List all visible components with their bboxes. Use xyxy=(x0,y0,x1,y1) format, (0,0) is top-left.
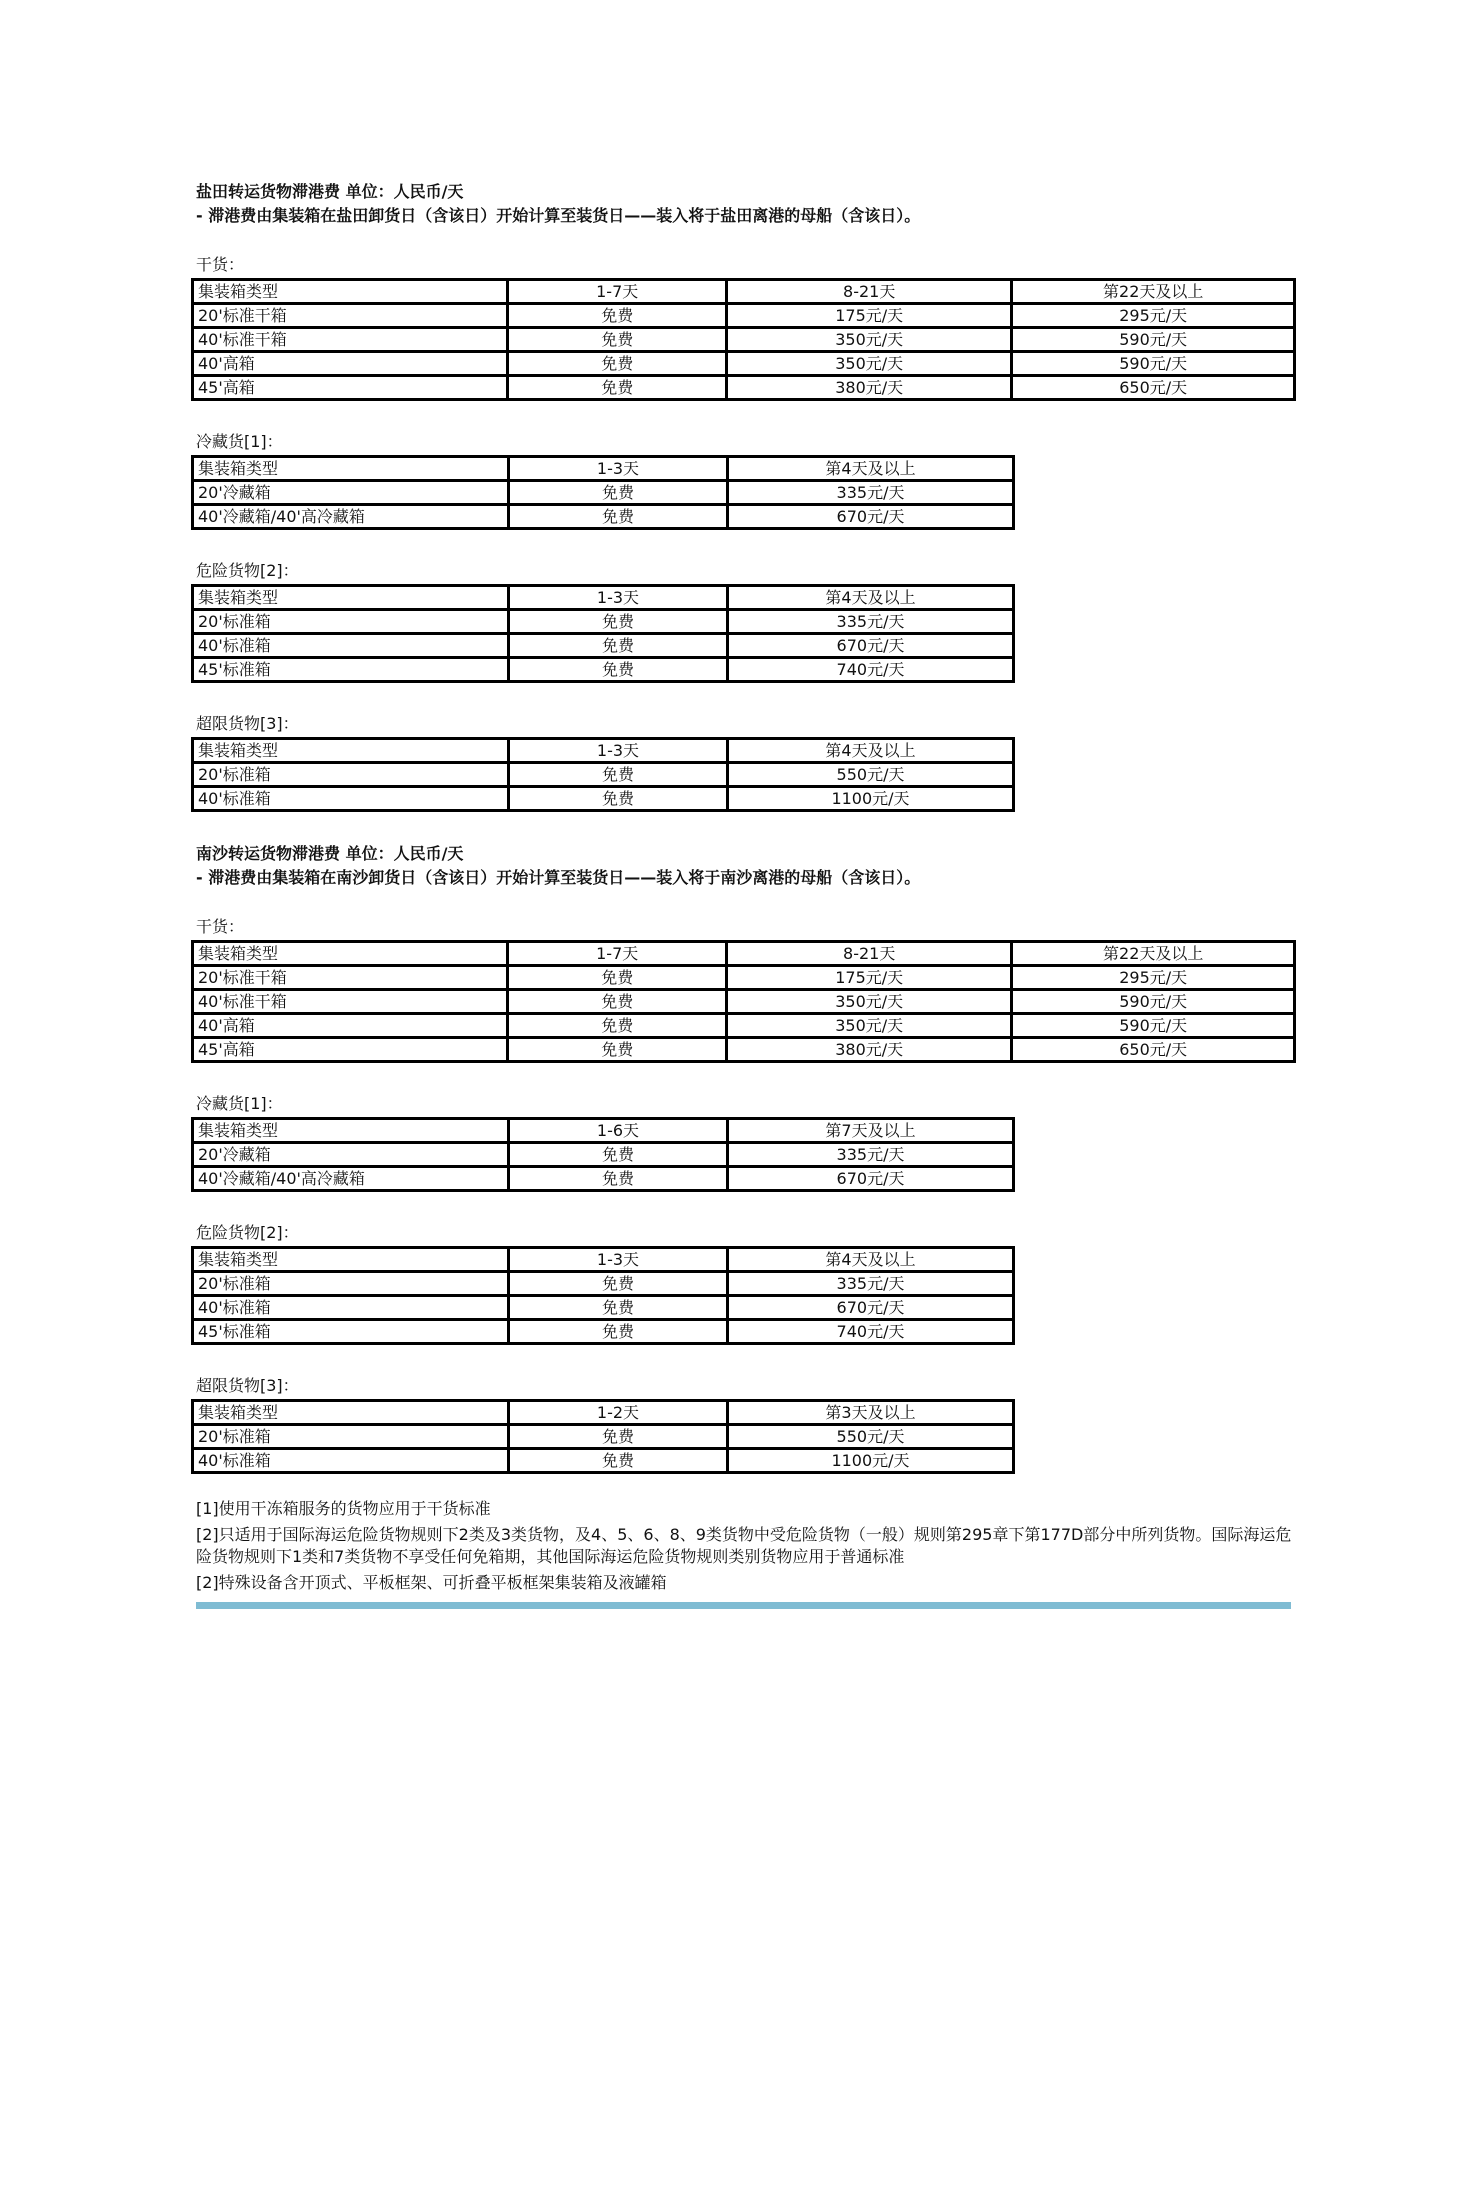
table-row xyxy=(193,352,1295,376)
rate-table xyxy=(191,1117,1015,1192)
table-row xyxy=(193,966,1295,990)
table-cell: 免费 xyxy=(508,376,727,400)
header-cell: 第22天及以上 xyxy=(1012,280,1295,304)
table-cell: 20'冷藏箱 xyxy=(193,1143,509,1167)
table-cell: 1100元/天 xyxy=(728,787,1014,811)
table-cell: 1100元/天 xyxy=(728,1449,1014,1473)
table-cell: 295元/天 xyxy=(1012,304,1295,328)
cargo-category-label: 冷藏货[1]： xyxy=(196,432,283,451)
table-cell: 590元/天 xyxy=(1012,1014,1295,1038)
table-cell: 40'冷藏箱/40'高冷藏箱 xyxy=(193,1167,509,1191)
table-cell: 335元/天 xyxy=(728,610,1014,634)
table-row xyxy=(193,1167,1014,1191)
document-content xyxy=(196,180,1296,1609)
table-cell: 免费 xyxy=(509,1167,728,1191)
table-cell: 20'标准箱 xyxy=(193,610,509,634)
table-cell: 670元/天 xyxy=(728,1167,1014,1191)
table-row xyxy=(193,1320,1014,1344)
table-cell: 免费 xyxy=(509,787,728,811)
table-cell: 40'标准箱 xyxy=(193,1449,509,1473)
header-cell: 集装箱类型 xyxy=(193,1401,509,1425)
table-cell: 670元/天 xyxy=(728,505,1014,529)
header-cell: 第22天及以上 xyxy=(1012,942,1295,966)
table-cell: 免费 xyxy=(509,505,728,529)
cargo-category-label: 冷藏货[1]： xyxy=(196,1094,283,1113)
table-cell: 380元/天 xyxy=(726,1038,1011,1062)
header-cell: 第7天及以上 xyxy=(728,1119,1014,1143)
header-cell: 1-3天 xyxy=(509,1248,728,1272)
table-cell: 45'标准箱 xyxy=(193,1320,509,1344)
table-cell: 45'标准箱 xyxy=(193,658,509,682)
table-row xyxy=(193,1425,1014,1449)
table-cell: 免费 xyxy=(509,610,728,634)
header-cell: 第4天及以上 xyxy=(728,739,1014,763)
header-cell: 1-3天 xyxy=(509,739,728,763)
table-cell: 40'标准干箱 xyxy=(193,328,508,352)
rate-table xyxy=(191,1399,1015,1474)
table-cell: 免费 xyxy=(508,1038,727,1062)
footnotes xyxy=(196,1498,1296,1594)
rate-table xyxy=(191,737,1015,812)
section-title: 盐田转运货物滞港费 单位：人民币/天 xyxy=(196,182,464,201)
table-cell: 45'高箱 xyxy=(193,376,508,400)
header-cell: 第3天及以上 xyxy=(728,1401,1014,1425)
header-cell: 1-6天 xyxy=(509,1119,728,1143)
table-cell: 免费 xyxy=(509,1425,728,1449)
table-cell: 免费 xyxy=(508,966,727,990)
table-cell: 590元/天 xyxy=(1012,328,1295,352)
table-cell: 免费 xyxy=(509,1143,728,1167)
table-cell: 175元/天 xyxy=(726,966,1011,990)
section-title: 南沙转运货物滞港费 单位：人民币/天 xyxy=(196,844,464,863)
table-cell: 40'标准箱 xyxy=(193,634,509,658)
table-cell: 免费 xyxy=(508,328,727,352)
table-cell: 590元/天 xyxy=(1012,990,1295,1014)
table-cell: 335元/天 xyxy=(728,481,1014,505)
table-row xyxy=(193,658,1014,682)
table-row xyxy=(193,634,1014,658)
table-row xyxy=(193,990,1295,1014)
table-cell: 20'标准干箱 xyxy=(193,304,508,328)
table-cell: 380元/天 xyxy=(726,376,1011,400)
table-cell: 40'标准箱 xyxy=(193,787,509,811)
header-cell: 集装箱类型 xyxy=(193,942,508,966)
table-cell: 650元/天 xyxy=(1012,376,1295,400)
cargo-category-label: 危险货物[2]： xyxy=(196,1223,299,1242)
table-cell: 295元/天 xyxy=(1012,966,1295,990)
table-cell: 免费 xyxy=(508,1014,727,1038)
table-row xyxy=(193,610,1014,634)
fee-section xyxy=(196,180,1296,812)
table-row xyxy=(193,304,1295,328)
rate-table xyxy=(191,278,1296,401)
cargo-category-label: 超限货物[3]： xyxy=(196,714,299,733)
table-cell: 45'高箱 xyxy=(193,1038,508,1062)
table-cell: 免费 xyxy=(508,304,727,328)
rate-table xyxy=(191,455,1015,530)
table-row xyxy=(193,328,1295,352)
table-cell: 670元/天 xyxy=(728,634,1014,658)
rate-table xyxy=(191,584,1015,683)
table-cell: 40'冷藏箱/40'高冷藏箱 xyxy=(193,505,509,529)
table-cell: 免费 xyxy=(509,763,728,787)
section-note: - 滞港费由集装箱在南沙卸货日（含该日）开始计算至装货日——装入将于南沙离港的母船（含该日）。 xyxy=(196,868,921,887)
header-cell: 集装箱类型 xyxy=(193,739,509,763)
sections xyxy=(196,180,1296,1474)
header-cell: 8-21天 xyxy=(726,942,1011,966)
table-cell: 20'标准箱 xyxy=(193,1272,509,1296)
table-cell: 免费 xyxy=(509,481,728,505)
header-cell: 1-3天 xyxy=(509,457,728,481)
table-cell: 350元/天 xyxy=(726,1014,1011,1038)
table-row xyxy=(193,1014,1295,1038)
table-cell: 20'标准箱 xyxy=(193,763,509,787)
table-cell: 40'高箱 xyxy=(193,352,508,376)
cargo-category-label: 干货： xyxy=(196,255,245,274)
table-cell: 免费 xyxy=(509,1449,728,1473)
table-header-row xyxy=(193,586,1014,610)
header-cell: 1-7天 xyxy=(508,280,727,304)
table-header-row xyxy=(193,457,1014,481)
table-cell: 20'冷藏箱 xyxy=(193,481,509,505)
table-row xyxy=(193,1038,1295,1062)
table-cell: 免费 xyxy=(509,658,728,682)
table-cell: 免费 xyxy=(509,1272,728,1296)
table-row xyxy=(193,376,1295,400)
table-cell: 40'标准干箱 xyxy=(193,990,508,1014)
header-cell: 1-3天 xyxy=(509,586,728,610)
rate-table xyxy=(191,940,1296,1063)
table-header-row xyxy=(193,739,1014,763)
table-cell: 免费 xyxy=(508,990,727,1014)
header-cell: 1-7天 xyxy=(508,942,727,966)
table-row xyxy=(193,1296,1014,1320)
table-cell: 40'高箱 xyxy=(193,1014,508,1038)
table-cell: 350元/天 xyxy=(726,990,1011,1014)
table-cell: 免费 xyxy=(509,634,728,658)
footnote: [2]只适用于国际海运危险货物规则下2类及3类货物，及4、5、6、8、9类货物中受危险货物（一般）规则第295章下第177D部分中所列货物。国际海运危险货物规则下1类和7类货物不享受任何免箱期，其他国际海运危险货物规则类别货物应用于普通标准 xyxy=(196,1525,1292,1566)
table-cell: 550元/天 xyxy=(728,1425,1014,1449)
footnote: [1]使用干冻箱服务的货物应用于干货标准 xyxy=(196,1499,491,1518)
table-header-row xyxy=(193,1248,1014,1272)
table-cell: 335元/天 xyxy=(728,1272,1014,1296)
header-cell: 集装箱类型 xyxy=(193,1248,509,1272)
table-cell: 590元/天 xyxy=(1012,352,1295,376)
header-cell: 集装箱类型 xyxy=(193,1119,509,1143)
table-cell: 20'标准干箱 xyxy=(193,966,508,990)
cargo-category-label: 超限货物[3]： xyxy=(196,1376,299,1395)
header-cell: 第4天及以上 xyxy=(728,586,1014,610)
table-cell: 550元/天 xyxy=(728,763,1014,787)
table-cell: 350元/天 xyxy=(726,328,1011,352)
header-cell: 8-21天 xyxy=(726,280,1011,304)
table-cell: 免费 xyxy=(509,1320,728,1344)
header-cell: 第4天及以上 xyxy=(728,1248,1014,1272)
table-cell: 650元/天 xyxy=(1012,1038,1295,1062)
accent-bar xyxy=(196,1602,1291,1609)
cargo-category-label: 干货： xyxy=(196,917,245,936)
table-cell: 670元/天 xyxy=(728,1296,1014,1320)
table-cell: 免费 xyxy=(509,1296,728,1320)
table-row xyxy=(193,787,1014,811)
footnote: [2]特殊设备含开顶式、平板框架、可折叠平板框架集装箱及液罐箱 xyxy=(196,1573,667,1592)
section-note: - 滞港费由集装箱在盐田卸货日（含该日）开始计算至装货日——装入将于盐田离港的母船（含该日）。 xyxy=(196,206,921,225)
table-row xyxy=(193,1143,1014,1167)
table-cell: 20'标准箱 xyxy=(193,1425,509,1449)
header-cell: 第4天及以上 xyxy=(728,457,1014,481)
table-header-row xyxy=(193,1401,1014,1425)
table-row xyxy=(193,1449,1014,1473)
table-cell: 免费 xyxy=(508,352,727,376)
table-row xyxy=(193,505,1014,529)
header-cell: 集装箱类型 xyxy=(193,457,509,481)
table-header-row xyxy=(193,942,1295,966)
header-cell: 集装箱类型 xyxy=(193,280,508,304)
table-cell: 740元/天 xyxy=(728,1320,1014,1344)
cargo-category-label: 危险货物[2]： xyxy=(196,561,299,580)
table-row xyxy=(193,763,1014,787)
table-cell: 740元/天 xyxy=(728,658,1014,682)
rate-table xyxy=(191,1246,1015,1345)
table-cell: 40'标准箱 xyxy=(193,1296,509,1320)
table-cell: 335元/天 xyxy=(728,1143,1014,1167)
header-cell: 集装箱类型 xyxy=(193,586,509,610)
table-row xyxy=(193,481,1014,505)
table-cell: 175元/天 xyxy=(726,304,1011,328)
header-cell: 1-2天 xyxy=(509,1401,728,1425)
fee-section xyxy=(196,842,1296,1474)
table-cell: 350元/天 xyxy=(726,352,1011,376)
table-header-row xyxy=(193,280,1295,304)
table-row xyxy=(193,1272,1014,1296)
table-header-row xyxy=(193,1119,1014,1143)
